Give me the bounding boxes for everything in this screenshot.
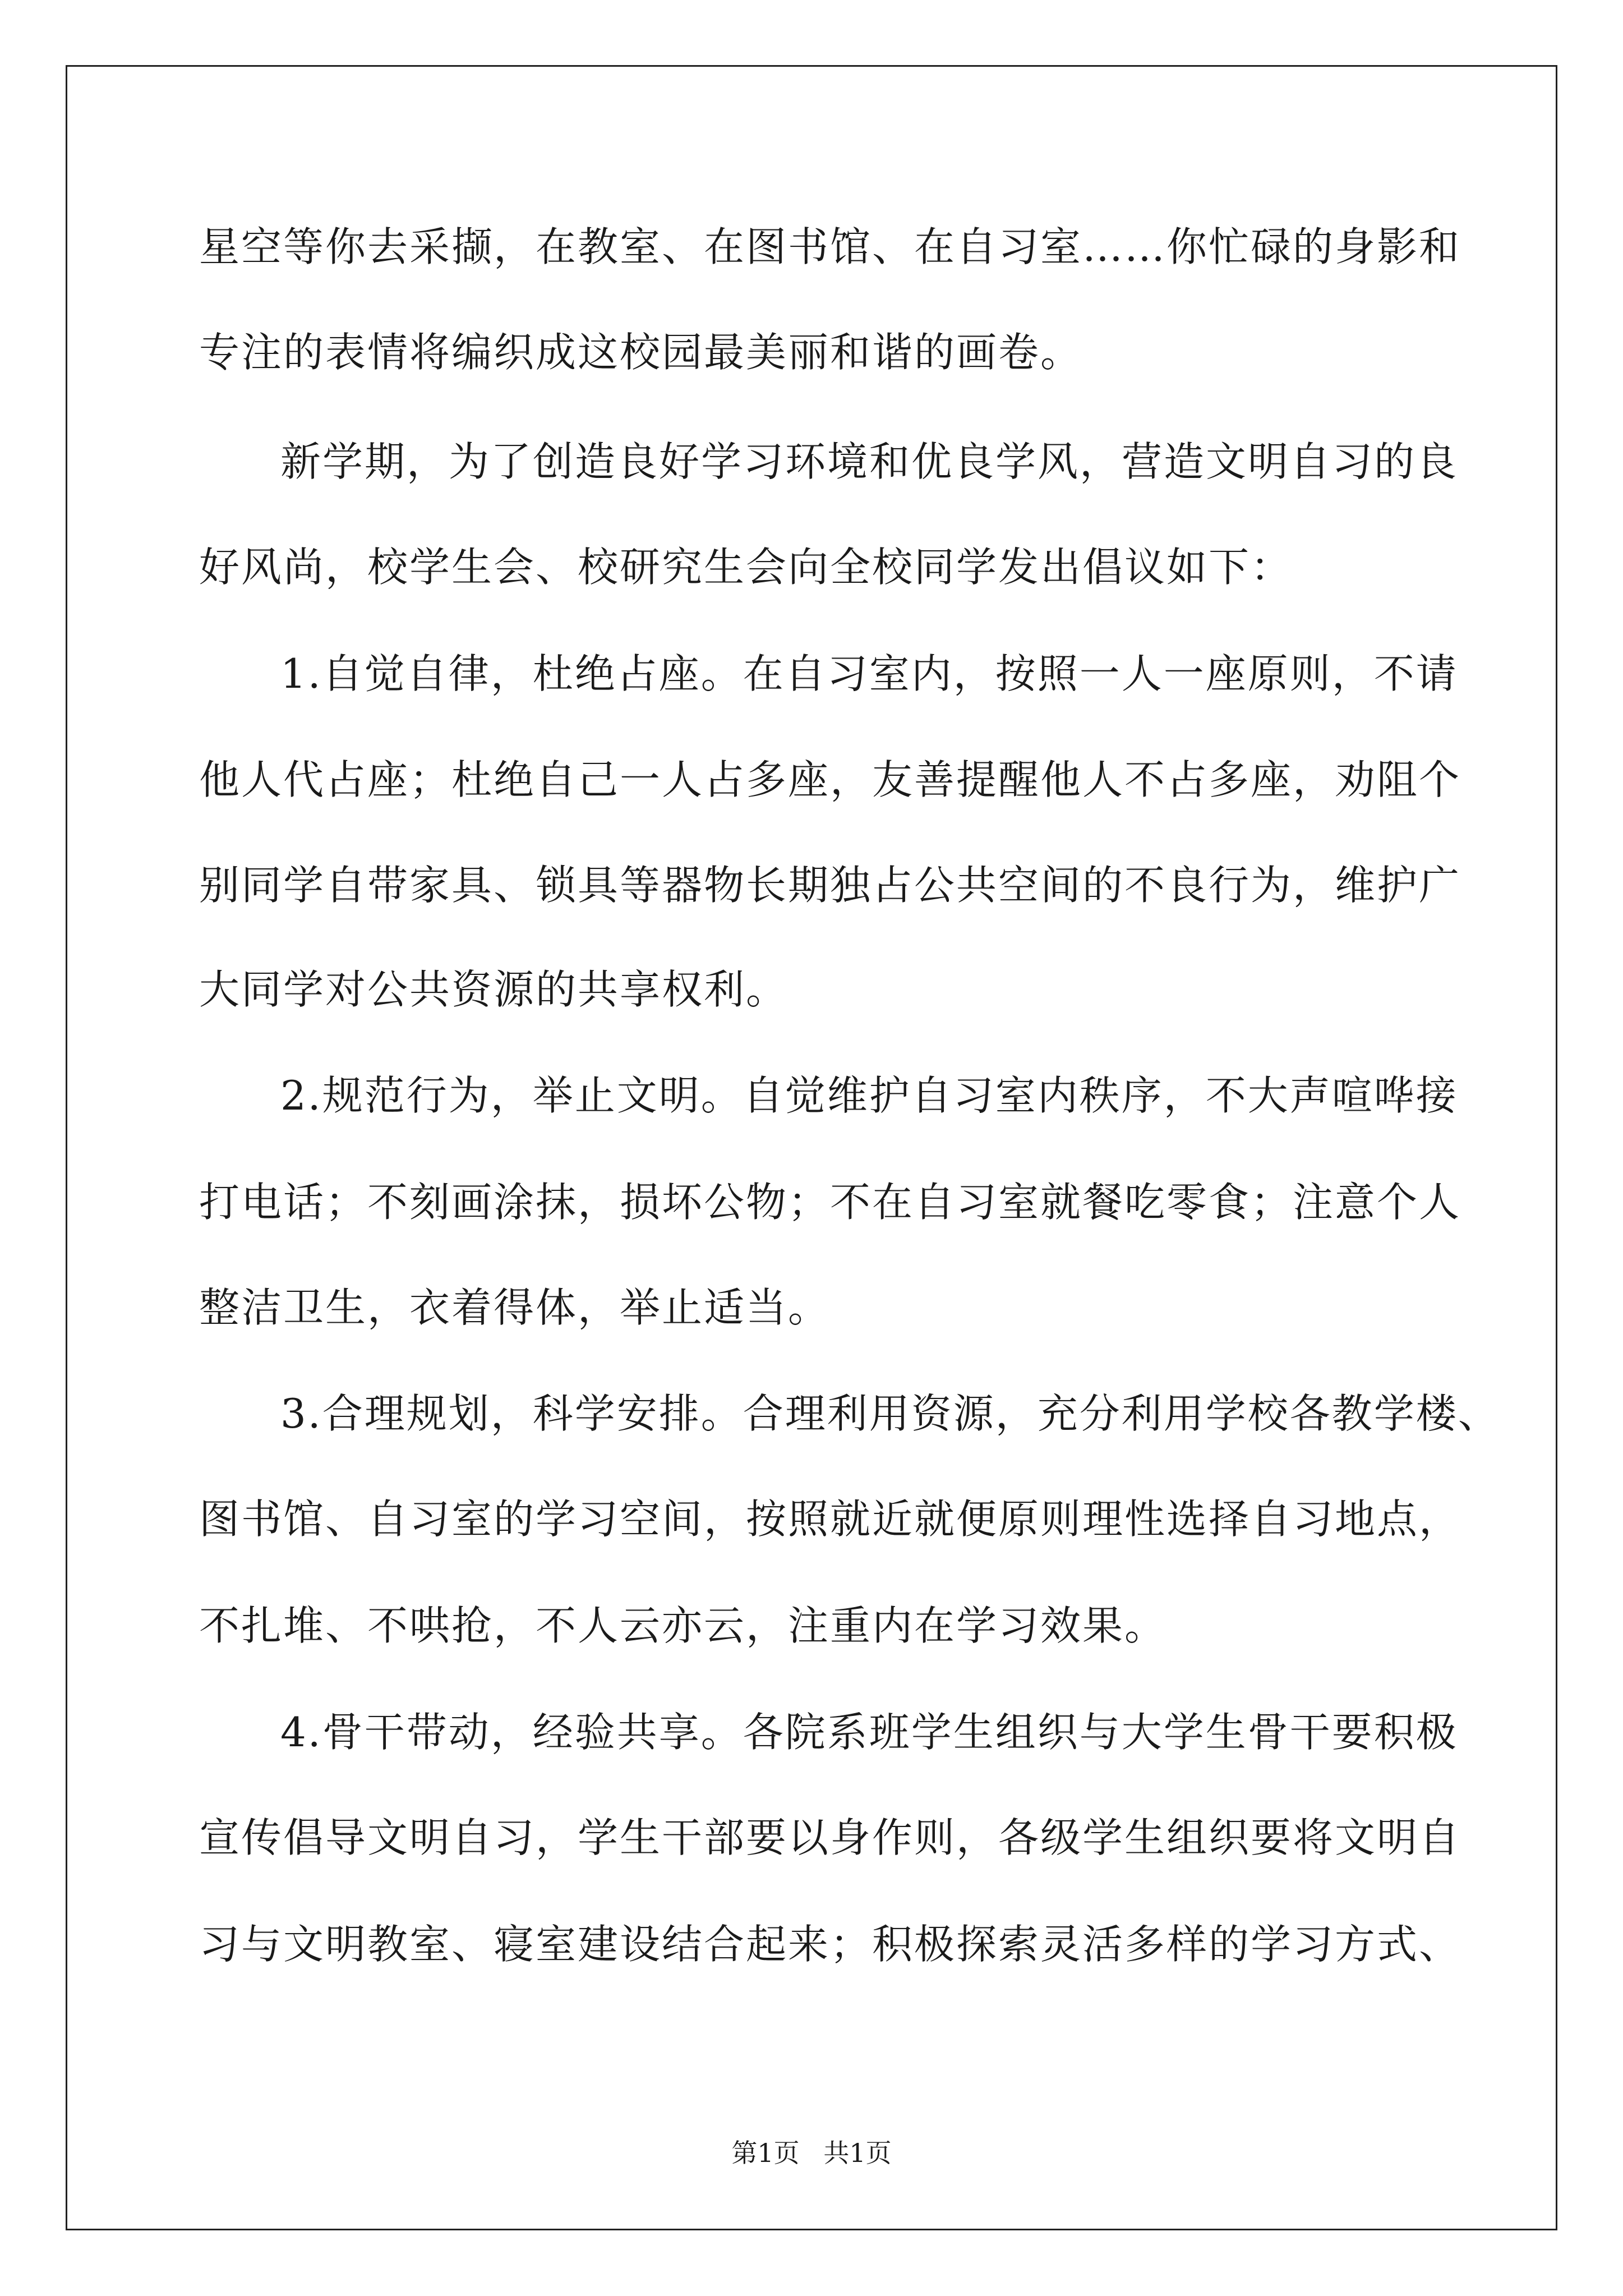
paragraph-line: 打电话；不刻画涂抹，损坏公物；不在自习室就餐吃零食；注意个人	[199, 1179, 1461, 1226]
paragraph-line: 好风尚，校学生会、校研究生会向全校同学发出倡议如下：	[199, 544, 1293, 591]
paragraph-line: 3.合理规划，科学安排。合理利用资源，充分利用学校各教学楼、	[280, 1390, 1500, 1437]
paragraph-line: 专注的表情将编织成这校园最美丽和谐的画卷。	[199, 329, 1083, 376]
paragraph-line: 4.骨干带动，经验共享。各院系班学生组织与大学生骨干要积极	[280, 1709, 1458, 1756]
paragraph-line: 大同学对公共资源的共享权利。	[199, 966, 789, 1013]
page-count: 共1页	[823, 2138, 892, 2168]
paragraph-line: 他人代占座；杜绝自己一人占多座，友善提醒他人不占多座，劝阻个	[199, 756, 1461, 803]
paragraph-line: 星空等你去采撷，在教室、在图书馆、在自习室……你忙碌的身影和	[199, 223, 1461, 270]
page-footer	[0, 2136, 1623, 2170]
paragraph-line: 1.自觉自律，杜绝占座。在自习室内，按照一人一座原则，不请	[280, 650, 1458, 697]
paragraph-line: 别同学自带家具、锁具等器物长期独占公共空间的不良行为，维护广	[199, 862, 1461, 909]
paragraph-line: 图书馆、自习室的学习空间，按照就近就便原则理性选择自习地点，	[199, 1496, 1461, 1543]
paragraph-line: 宣传倡导文明自习，学生干部要以身作则，各级学生组织要将文明自	[199, 1814, 1461, 1861]
page-number: 第1页	[731, 2138, 800, 2168]
paragraph-line: 习与文明教室、寝室建设结合起来；积极探索灵活多样的学习方式、	[199, 1921, 1461, 1968]
page-border	[66, 65, 1557, 2230]
paragraph-line: 不扎堆、不哄抢，不人云亦云，注重内在学习效果。	[199, 1602, 1167, 1649]
paragraph-line: 新学期，为了创造良好学习环境和优良学风，营造文明自习的良	[280, 438, 1459, 485]
paragraph-line: 2.规范行为，举止文明。自觉维护自习室内秩序，不大声喧哗接	[280, 1072, 1458, 1119]
paragraph-line: 整洁卫生，衣着得体，举止适当。	[199, 1284, 831, 1331]
